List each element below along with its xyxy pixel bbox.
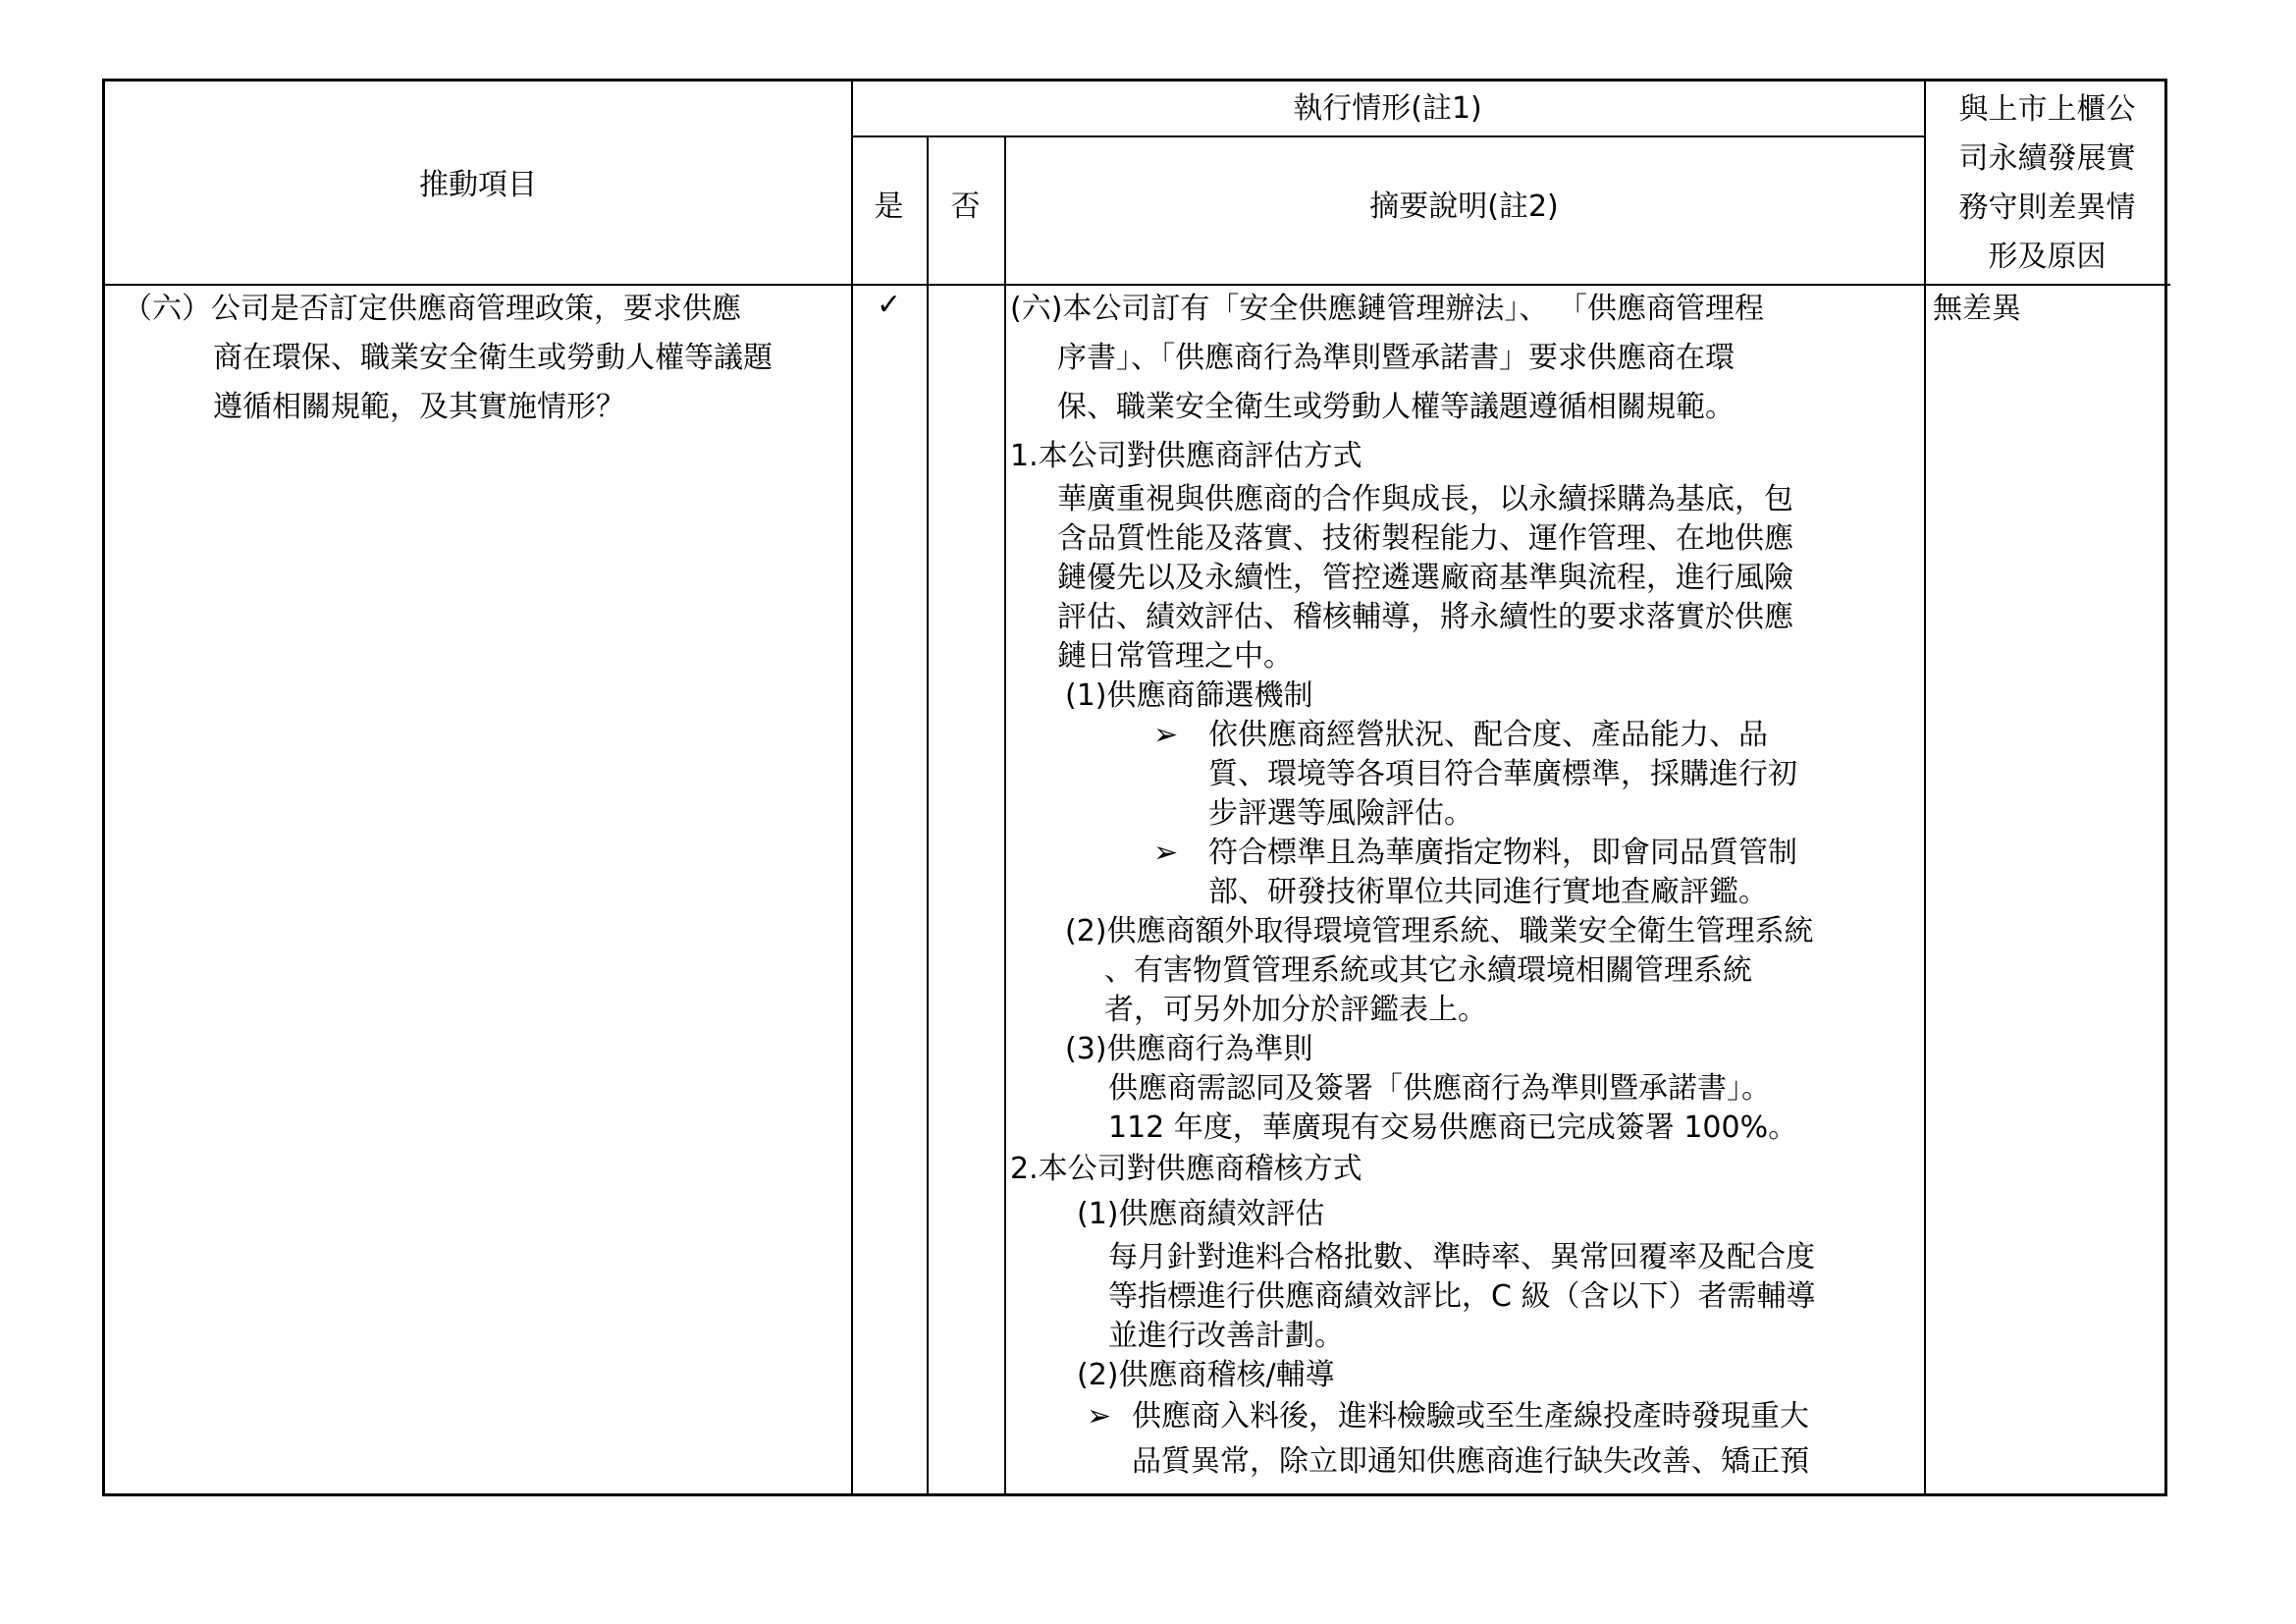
header-difference — [1924, 85, 2170, 282]
section-2-title: 2.本公司對供應商稽核方式 — [1010, 1152, 1362, 1186]
item-line: （六）公司是否訂定供應商管理政策，要求供應 — [123, 292, 741, 326]
header-difference-line: 務守則差異情 — [1958, 190, 2136, 225]
col-divider-summary — [1924, 81, 1926, 1493]
bullet-line: 供應商入料後，進料檢驗或至生產線投產時發現重大 — [1132, 1399, 1809, 1434]
subsection-2-1-line: 每月針對進料合格批數、準時率、異常回覆率及配合度 — [1108, 1240, 1815, 1274]
bullet-line: 質、環境等各項目符合華廣標準，採購進行初 — [1208, 757, 1797, 791]
bullet-line: 符合標準且為華廣指定物料，即會同品質管制 — [1208, 836, 1797, 870]
header-no: 否 — [950, 189, 981, 224]
header-difference-line: 與上市上櫃公 — [1958, 92, 2136, 127]
section-1-para-line: 評估、績效評估、稽核輔導，將永續性的要求落實於供應 — [1057, 600, 1793, 634]
item-line: 遵循相關規範，及其實施情形？ — [213, 390, 625, 424]
header-yes: 是 — [874, 189, 904, 224]
subsection-1-3-title: (3)供應商行為準則 — [1065, 1032, 1313, 1066]
bullet-icon: ➢ — [1087, 1399, 1112, 1434]
subsection-2-1-line: 並進行改善計劃。 — [1108, 1319, 1344, 1353]
subsection-1-2-line: 、有害物質管理系統或其它永續環境相關管理系統 — [1104, 953, 1752, 988]
bullet-icon: ➢ — [1153, 718, 1179, 752]
section-1-para-line: 華廣重視與供應商的合作與成長，以永續採購為基底，包 — [1057, 482, 1793, 516]
col-divider-yes — [927, 135, 929, 1493]
summary-intro-line: 保、職業安全衛生或勞動人權等議題遵循相關規範。 — [1057, 390, 1735, 424]
bullet-icon: ➢ — [1153, 836, 1179, 870]
subsection-1-3-line: 112 年度，華廣現有交易供應商已完成簽署 100%。 — [1108, 1110, 1798, 1145]
assessment-table — [102, 79, 2167, 1496]
bullet-line: 依供應商經營狀況、配合度、產品能力、品 — [1208, 718, 1768, 752]
summary-intro-line: 序書」、「供應商行為準則暨承諾書」要求供應商在環 — [1057, 341, 1735, 375]
bullet-line: 步評選等風險評估。 — [1208, 796, 1473, 831]
subsection-1-2-line: (2)供應商額外取得環境管理系統、職業安全衛生管理系統 — [1065, 914, 1814, 948]
subsection-1-2-line: 者，可另外加分於評鑑表上。 — [1104, 993, 1487, 1027]
bullet-line: 品質異常，除立即通知供應商進行缺失改善、矯正預 — [1132, 1444, 1809, 1479]
item-line: 商在環保、職業安全衛生或勞動人權等議題 — [213, 341, 773, 375]
difference-value: 無差異 — [1933, 292, 2021, 326]
subsection-1-1-title: (1)供應商篩選機制 — [1065, 678, 1313, 713]
yes-checkmark: ✓ — [877, 288, 902, 322]
col-divider-no — [1004, 135, 1006, 1493]
section-1-para-line: 含品質性能及落實、技術製程能力、運作管理、在地供應 — [1057, 521, 1793, 556]
row-divider-execution — [851, 135, 1924, 137]
row-divider-header — [105, 284, 2170, 286]
header-summary: 摘要說明(註2) — [1369, 189, 1559, 224]
subsection-2-1-line: 等指標進行供應商績效評比，C 級（含以下）者需輔導 — [1108, 1279, 1816, 1314]
header-execution: 執行情形(註1) — [1293, 91, 1482, 126]
subsection-2-1-title: (1)供應商績效評估 — [1077, 1197, 1325, 1231]
col-divider-item — [851, 81, 853, 1493]
section-1-title: 1.本公司對供應商評估方式 — [1010, 439, 1362, 473]
section-1-para-line: 鏈優先以及永續性，管控遴選廠商基準與流程，進行風險 — [1057, 561, 1793, 595]
subsection-1-3-line: 供應商需認同及簽署「供應商行為準則暨承諾書」。 — [1108, 1071, 1771, 1106]
bullet-line: 部、研發技術單位共同進行實地查廠評鑑。 — [1208, 875, 1768, 909]
subsection-2-2-title: (2)供應商稽核/輔導 — [1077, 1358, 1335, 1392]
header-difference-line: 司永續發展實 — [1958, 141, 2136, 176]
section-1-para-line: 鏈日常管理之中。 — [1057, 639, 1293, 674]
header-item: 推動項目 — [419, 168, 537, 202]
header-difference-line: 形及原因 — [1988, 240, 2107, 274]
summary-intro-line: (六)本公司訂有「安全供應鏈管理辦法」、 「供應商管理程 — [1010, 292, 1764, 326]
